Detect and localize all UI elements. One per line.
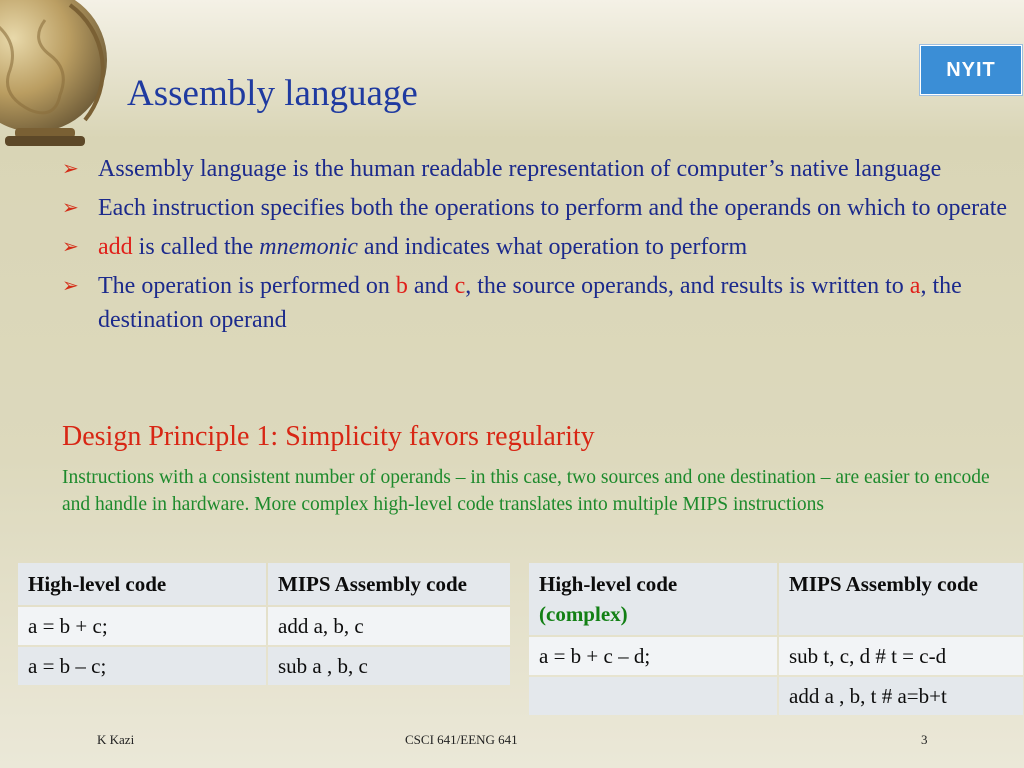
table-header: High-level code bbox=[18, 563, 266, 605]
table-cell: sub a , b, c bbox=[268, 647, 510, 685]
globe-icon bbox=[0, 0, 120, 150]
bullet-list bbox=[62, 152, 1012, 342]
table-header bbox=[529, 563, 777, 635]
table-row bbox=[529, 677, 1023, 715]
bullet-text-part: is called the bbox=[132, 234, 260, 260]
table-header-text: High-level code bbox=[539, 572, 678, 596]
arrow-bullet-icon: ➢ bbox=[62, 236, 79, 258]
operand-c: c bbox=[454, 273, 466, 299]
arrow-bullet-icon: ➢ bbox=[62, 275, 79, 297]
bullet-text-part: and indicates what operation to perform bbox=[357, 234, 748, 260]
complex-code-table bbox=[527, 561, 1024, 717]
footer-course: CSCI 641/EENG 641 bbox=[405, 732, 518, 747]
operand-b: b bbox=[395, 273, 408, 299]
design-principle-heading: Design Principle 1: Simplicity favors regularity bbox=[62, 421, 595, 452]
bullet-text bbox=[98, 269, 1012, 337]
complex-label: (complex) bbox=[539, 602, 628, 626]
bullet-text-part: , the destination operand bbox=[98, 273, 962, 333]
operand-a: a bbox=[909, 273, 921, 299]
slide-title: Assembly language bbox=[127, 73, 418, 114]
table-row bbox=[18, 647, 510, 685]
table-cell: a = b + c; bbox=[18, 607, 266, 645]
bullet-text bbox=[98, 230, 1012, 264]
bullet-text-part: The operation is performed on bbox=[98, 273, 396, 299]
bullet-text: Assembly language is the human readable representation of computer’s native language bbox=[98, 156, 942, 182]
bullet-item bbox=[62, 191, 1012, 225]
table-cell: add a , b, t # a=b+t bbox=[779, 677, 1023, 715]
arrow-bullet-icon: ➢ bbox=[62, 158, 79, 180]
table-cell: a = b + c – d; bbox=[529, 637, 777, 675]
table-header: MIPS Assembly code bbox=[268, 563, 510, 605]
nyit-logo: NYIT bbox=[920, 45, 1022, 95]
table-cell: add a, b, c bbox=[268, 607, 510, 645]
table-header: MIPS Assembly code bbox=[779, 563, 1023, 635]
arrow-bullet-icon: ➢ bbox=[62, 197, 79, 219]
bullet-item bbox=[62, 230, 1012, 264]
bullet-text: Each instruction specifies both the operations to perform and the operands on which to operate bbox=[98, 195, 1008, 221]
table-header-row bbox=[18, 563, 510, 605]
bullet-text-part: , the source operands, and results is written to bbox=[465, 273, 910, 299]
table-cell: sub t, c, d # t = c-d bbox=[779, 637, 1023, 675]
mnemonic-keyword: add bbox=[98, 234, 133, 260]
table-row bbox=[529, 637, 1023, 675]
table-cell: a = b – c; bbox=[18, 647, 266, 685]
bullet-item bbox=[62, 269, 1012, 337]
mnemonic-term: mnemonic bbox=[259, 234, 358, 260]
table-row bbox=[18, 607, 510, 645]
simple-code-table bbox=[16, 561, 512, 687]
table-cell bbox=[529, 677, 777, 715]
table-header-row bbox=[529, 563, 1023, 635]
bullet-text-part: and bbox=[407, 273, 455, 299]
design-principle-text: Instructions with a consistent number of operands – in this case, two sources and one destination – are easier to encode and handle in hardware. More complex high-level code translates into multiple MIPS instructions bbox=[62, 467, 990, 515]
footer-author: K Kazi bbox=[97, 732, 135, 747]
footer-page-number: 3 bbox=[921, 732, 928, 747]
bullet-item bbox=[62, 152, 1012, 186]
